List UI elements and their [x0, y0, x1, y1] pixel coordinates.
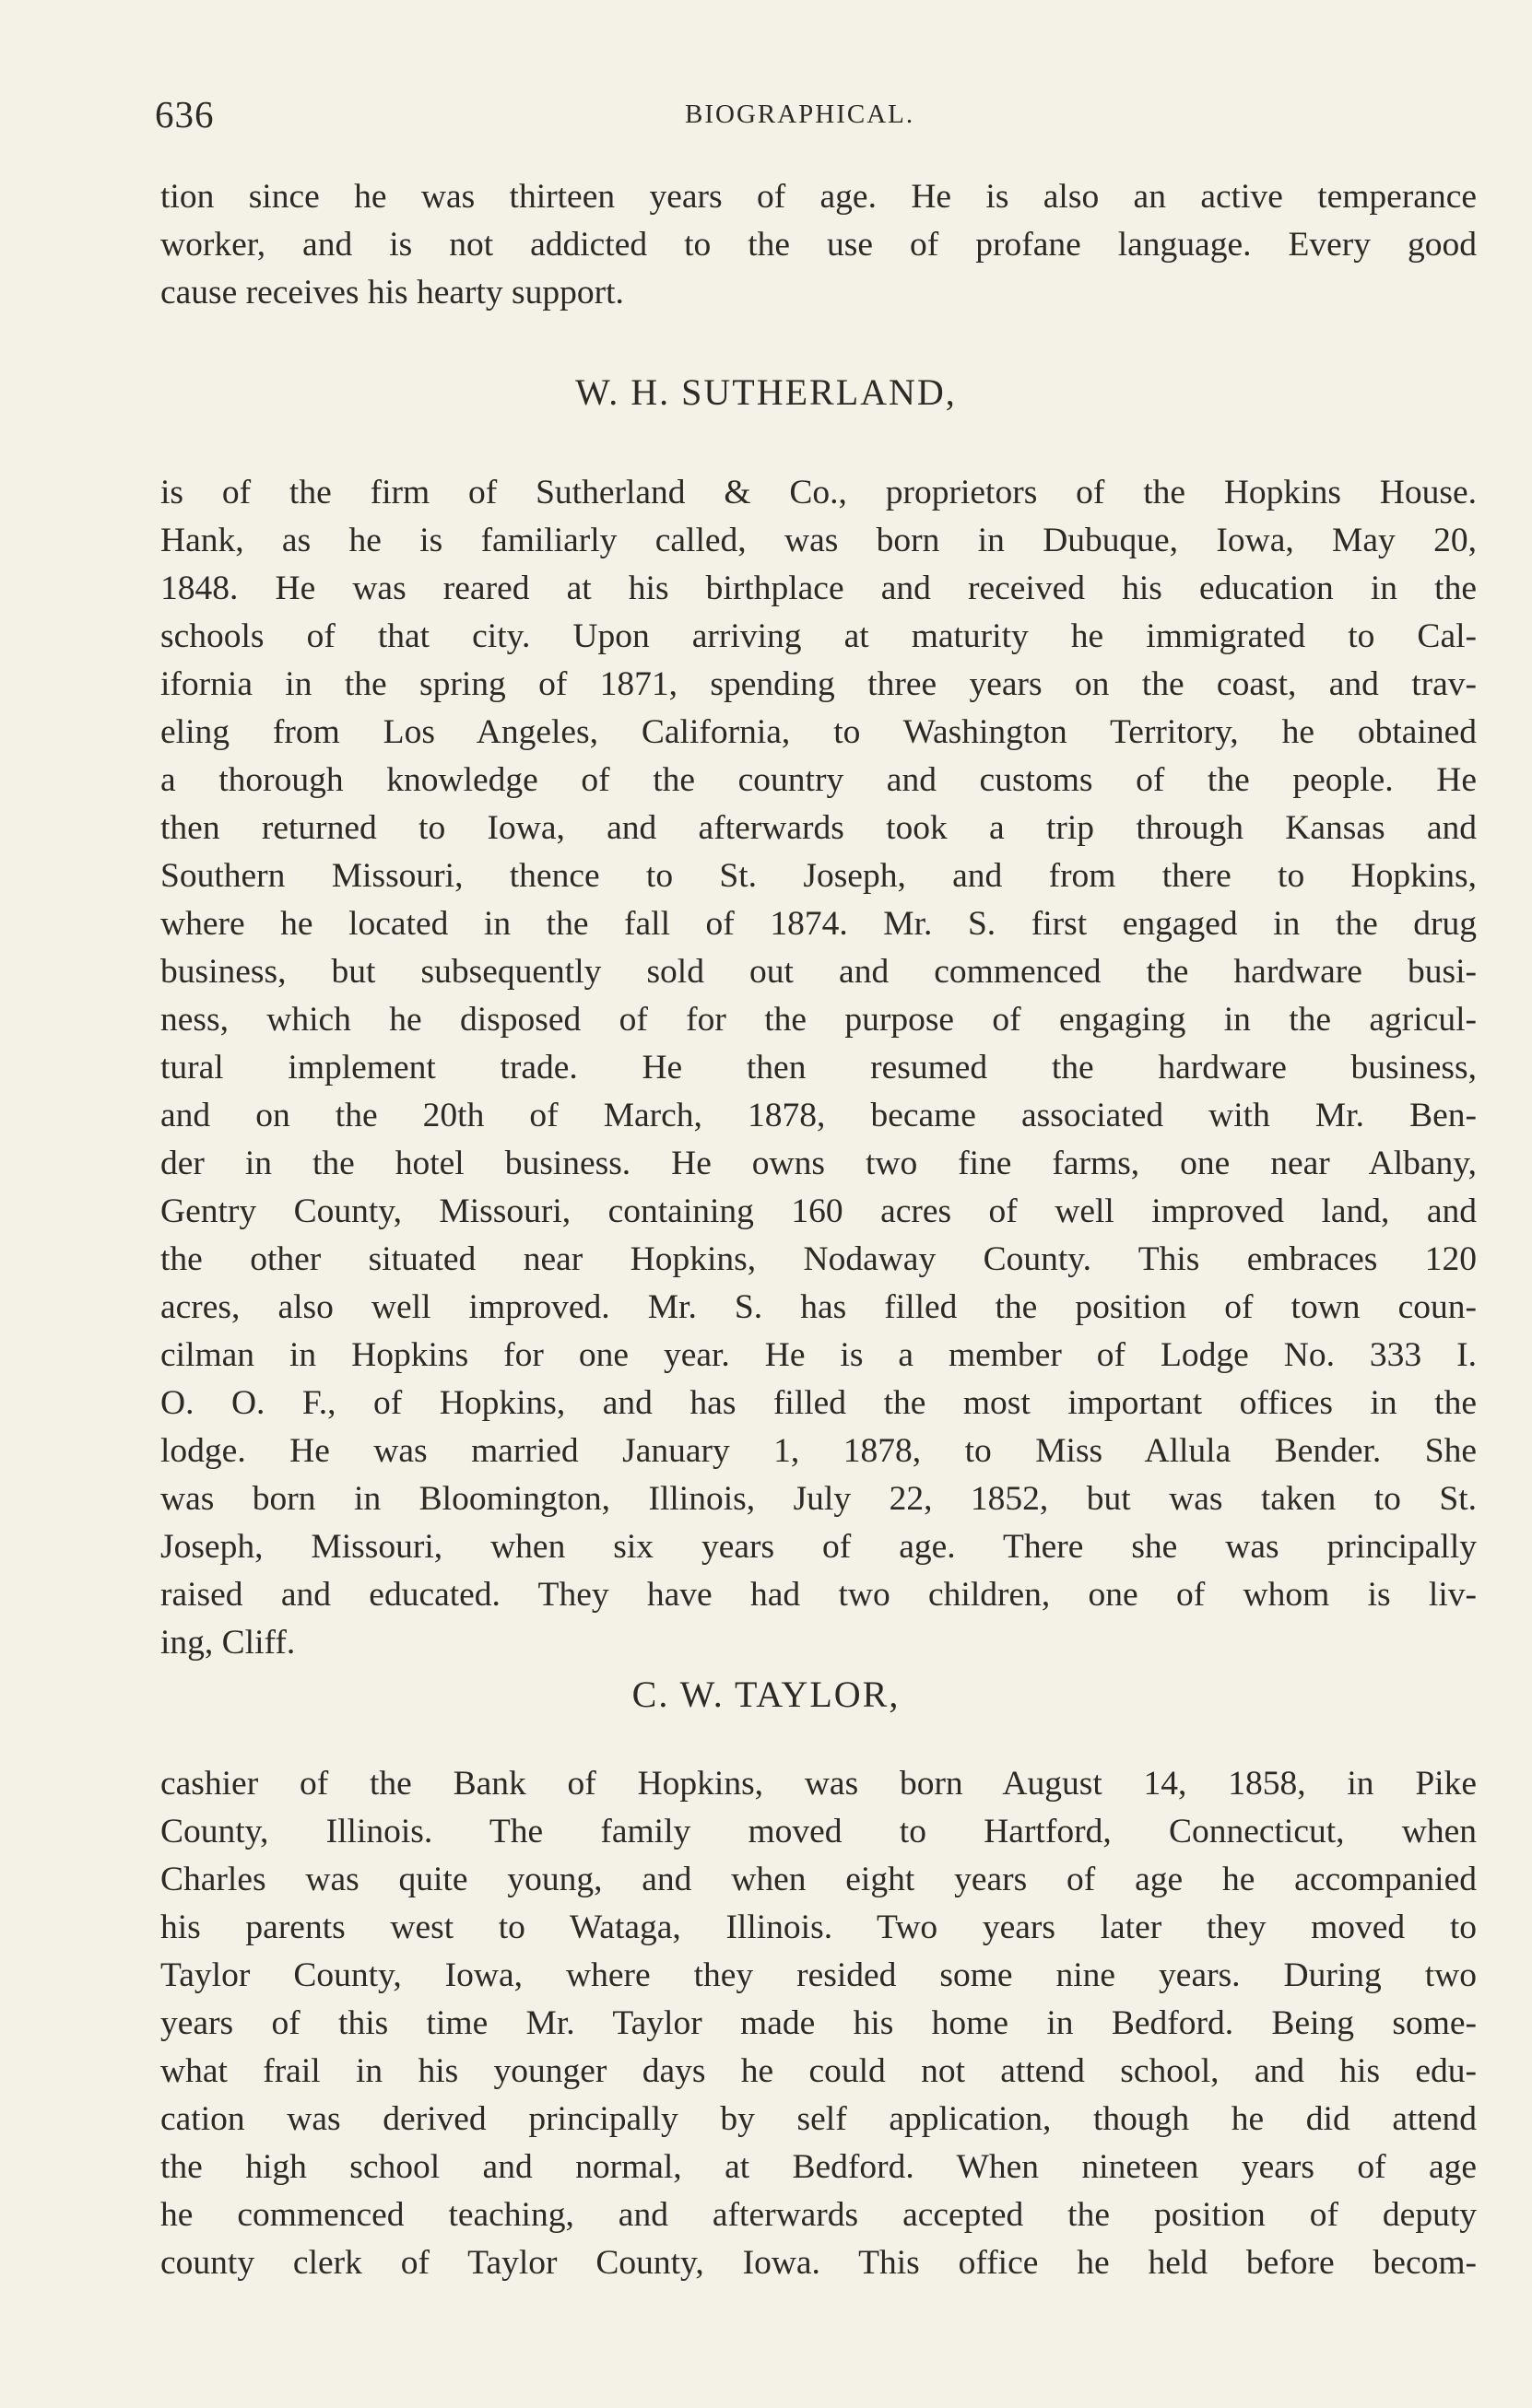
section-heading-taylor: C. W. TAYLOR,	[631, 1674, 901, 1715]
text-line: O. O. F., of Hopkins, and has filled the most important offices in the	[160, 1384, 1477, 1422]
text-line: where he located in the fall of 1874. Mr. S. first engaged in the drug	[160, 905, 1477, 943]
text-line: tural implement trade. He then resumed the hardware business,	[160, 1049, 1477, 1087]
text-line: a thorough knowledge of the country and customs of the people. He	[160, 761, 1477, 799]
text-line: cilman in Hopkins for one year. He is a member of Lodge No. 333 I.	[160, 1336, 1477, 1374]
text-line: is of the firm of Sutherland & Co., proprietors of the Hopkins House.	[160, 474, 1477, 511]
text-line: der in the hotel business. He owns two fine farms, one near Albany,	[160, 1145, 1477, 1182]
text-line: what frail in his younger days he could not attend school, and his edu-	[160, 2052, 1477, 2090]
text-line: Hank, as he is familiarly called, was born in Dubuque, Iowa, May 20,	[160, 522, 1477, 559]
text-line: lodge. He was married January 1, 1878, to Miss Allula Bender. She	[160, 1432, 1477, 1470]
text-line: his parents west to Wataga, Illinois. Two years later they moved to	[160, 1909, 1477, 1946]
sutherland-paragraph	[160, 469, 1477, 1667]
text-line: cashier of the Bank of Hopkins, was born August 14, 1858, in Pike	[160, 1765, 1477, 1803]
intro-paragraph	[160, 173, 1477, 317]
text-line: schools of that city. Upon arriving at maturity he immigrated to Cal-	[160, 617, 1477, 655]
text-line: he commenced teaching, and afterwards accepted the position of deputy	[160, 2196, 1477, 2234]
text-line: worker, and is not addicted to the use of profane language. Every good	[160, 226, 1477, 264]
text-line: County, Illinois. The family moved to Hartford, Connecticut, when	[160, 1813, 1477, 1850]
text-line: the other situated near Hopkins, Nodaway County. This embraces 120	[160, 1240, 1477, 1278]
text-line: 1848. He was reared at his birthplace and received his education in the	[160, 570, 1477, 607]
running-head	[155, 92, 1482, 138]
text-line: then returned to Iowa, and afterwards took a trip through Kansas and	[160, 809, 1477, 847]
text-line: years of this time Mr. Taylor made his home in Bedford. Being some-	[160, 2004, 1477, 2042]
text-line: raised and educated. They have had two children, one of whom is liv-	[160, 1576, 1477, 1614]
text-line: acres, also well improved. Mr. S. has filled the position of town coun-	[160, 1288, 1477, 1326]
page-number: 636	[155, 93, 215, 135]
text-line: county clerk of Taylor County, Iowa. This office he held before becom-	[160, 2244, 1477, 2282]
text-line: Taylor County, Iowa, where they resided some nine years. During two	[160, 1956, 1477, 1994]
text-line: and on the 20th of March, 1878, became associated with Mr. Ben-	[160, 1097, 1477, 1134]
section-heading-sutherland: W. H. SUTHERLAND,	[575, 371, 957, 413]
text-line: cause receives his hearty support.	[160, 274, 624, 311]
text-line: ifornia in the spring of 1871, spending three years on the coast, and trav-	[160, 665, 1477, 703]
text-line: ness, which he disposed of for the purpose of engaging in the agricul-	[160, 1001, 1477, 1039]
text-line: Gentry County, Missouri, containing 160 acres of well improved land, and	[160, 1192, 1477, 1230]
text-line: Southern Missouri, thence to St. Joseph, and from there to Hopkins,	[160, 857, 1477, 895]
text-line: Joseph, Missouri, when six years of age. There she was principally	[160, 1528, 1477, 1566]
text-line: eling from Los Angeles, California, to Washington Territory, he obtained	[160, 713, 1477, 751]
text-line: ing, Cliff.	[160, 1624, 296, 1662]
text-line: cation was derived principally by self application, though he did attend	[160, 2100, 1477, 2138]
text-line: the high school and normal, at Bedford. When nineteen years of age	[160, 2148, 1477, 2186]
text-line: Charles was quite young, and when eight years of age he accompanied	[160, 1861, 1477, 1898]
text-line: business, but subsequently sold out and commenced the hardware busi-	[160, 953, 1477, 991]
taylor-paragraph	[160, 1760, 1477, 2287]
text-line: was born in Bloomington, Illinois, July 22, 1852, but was taken to St.	[160, 1480, 1477, 1518]
running-title: BIOGRAPHICAL.	[685, 100, 915, 129]
text-line: tion since he was thirteen years of age. He is also an active temperance	[160, 178, 1477, 216]
